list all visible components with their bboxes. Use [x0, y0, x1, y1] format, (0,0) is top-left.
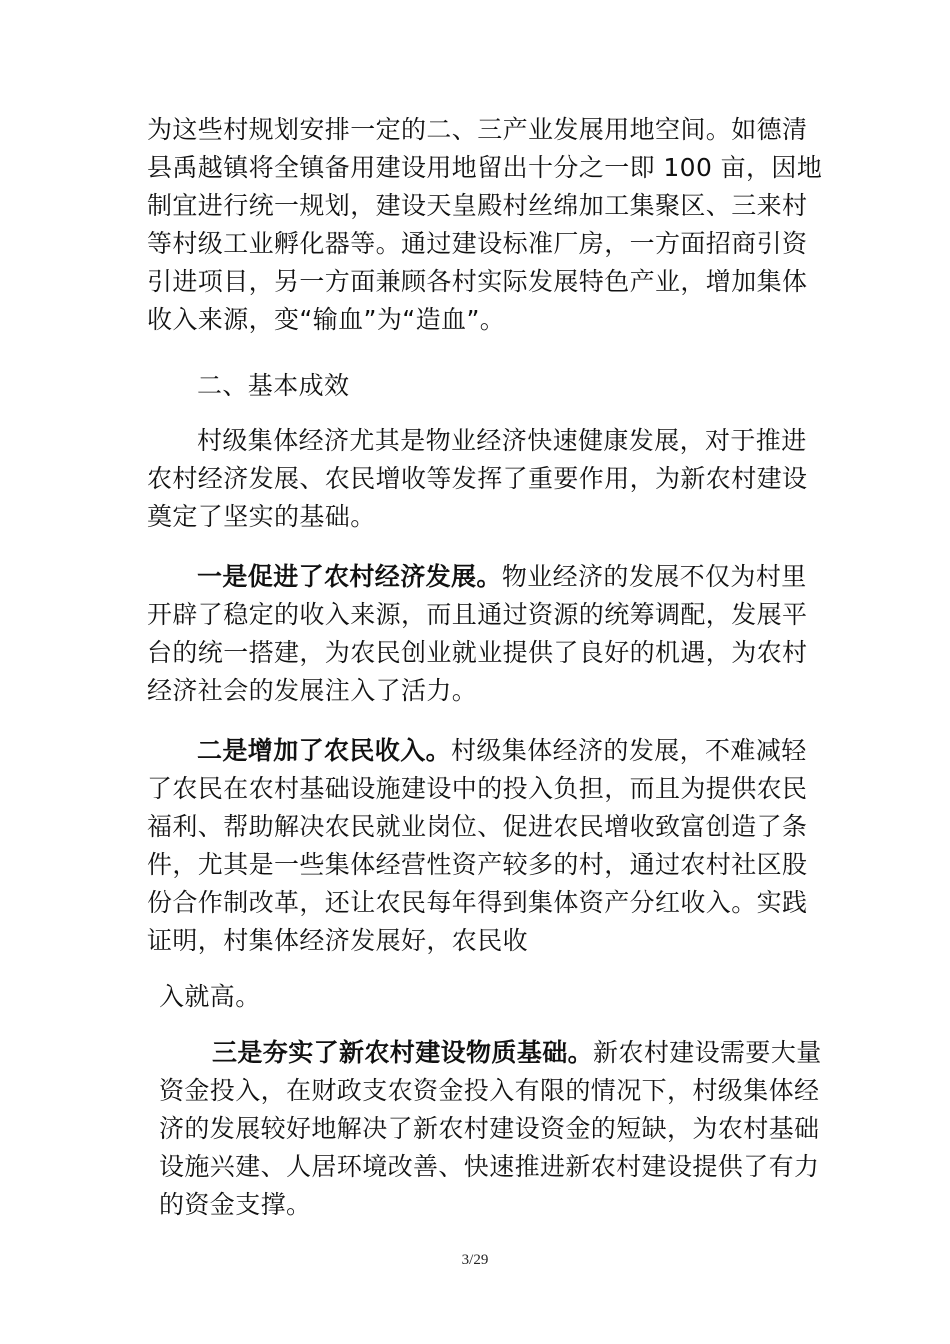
paragraph-line: 引进项目，另一方面兼顾各村实际发展特色产业，增加集体: [147, 267, 808, 296]
paragraph-first-line: [212, 1035, 822, 1071]
paragraph-line: 收入来源，变“输血”为“造血”。: [147, 305, 506, 334]
paragraph-line: 奠定了坚实的基础。: [147, 502, 376, 531]
paragraph-text: 村级集体经济的发展，不难减轻: [451, 736, 807, 765]
section-heading: 二、基本成效: [197, 371, 350, 400]
paragraph-text: 新农村建设需要大量: [593, 1038, 822, 1067]
paragraph-line: 件，尤其是一些集体经营性资产较多的村，通过农村社区股: [147, 850, 808, 879]
paragraph-first-line: [197, 733, 807, 769]
paragraph-line: 为这些村规划安排一定的二、三产业发展用地空间。如德清: [147, 115, 808, 144]
paragraph-line: 开辟了稳定的收入来源，而且通过资源的统筹调配，发展平: [147, 600, 808, 629]
paragraph-line: 农村经济发展、农民增收等发挥了重要作用，为新农村建设: [147, 464, 808, 493]
paragraph-line: 的资金支撑。: [159, 1190, 312, 1219]
paragraph-line: 县禹越镇将全镇备用建设用地留出十分之一即 100 亩，因地: [147, 153, 823, 182]
paragraph-line: 济的发展较好地解决了新农村建设资金的短缺，为农村基础: [159, 1114, 820, 1143]
paragraph-line: 等村级工业孵化器等。通过建设标准厂房，一方面招商引资: [147, 229, 808, 258]
page-number: 3/29: [461, 1252, 489, 1268]
paragraph-first-line: [197, 559, 807, 595]
point-heading: 三是夯实了新农村建设物质基础。: [212, 1038, 594, 1067]
paragraph-line: 村级集体经济尤其是物业经济快速健康发展，对于推进: [197, 426, 807, 455]
paragraph-line: 证明，村集体经济发展好，农民收: [147, 926, 529, 955]
paragraph-line: 制宜进行统一规划，建设天皇殿村丝绵加工集聚区、三来村: [147, 191, 808, 220]
point-heading: 一是促进了农村经济发展。: [197, 562, 502, 591]
paragraph-text: 物业经济的发展不仅为村里: [501, 562, 807, 591]
paragraph-line: 台的统一搭建，为农民创业就业提供了良好的机遇，为农村: [147, 638, 808, 667]
paragraph-line: 设施兴建、人居环境改善、快速推进新农村建设提供了有力: [159, 1152, 820, 1181]
paragraph-line: 入就高。: [159, 982, 261, 1011]
paragraph-line: 经济社会的发展注入了活力。: [147, 676, 478, 705]
paragraph-line: 了农民在农村基础设施建设中的投入负担，而且为提供农民: [147, 774, 808, 803]
point-heading: 二是增加了农民收入。: [197, 736, 452, 765]
paragraph-line: 份合作制改革，还让农民每年得到集体资产分红收入。实践: [147, 888, 808, 917]
paragraph-line: 资金投入，在财政支农资金投入有限的情况下，村级集体经: [159, 1076, 820, 1105]
paragraph-line: 福利、帮助解决农民就业岗位、促进农民增收致富创造了条: [147, 812, 808, 841]
